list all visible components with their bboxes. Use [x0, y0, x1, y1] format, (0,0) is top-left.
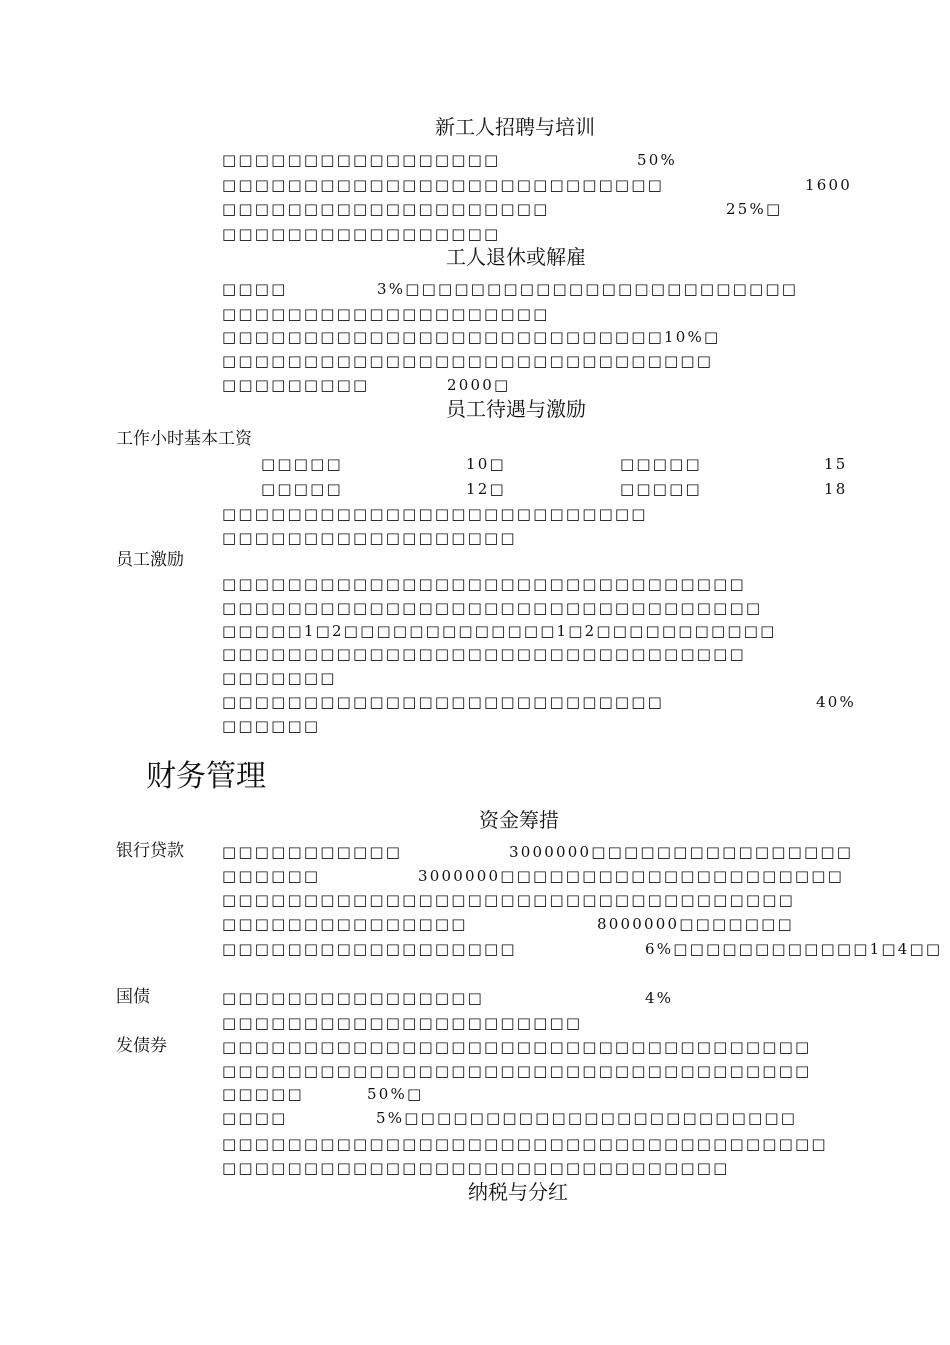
- issue-line-3-value: 50%□: [367, 1085, 424, 1103]
- section-title-tax-dividend: 纳税与分红: [468, 1180, 568, 1204]
- wage-row-1-col-1: □□□□□: [261, 455, 343, 473]
- retire-line-2: □□□□□□□□□□□□□□□□□□□□: [222, 305, 550, 323]
- retire-line-5-value: 2000□: [447, 376, 511, 394]
- chapter-heading-finance: 财务管理: [146, 759, 266, 794]
- retire-line-1-value: 3%□□□□□□□□□□□□□□□□□□□□□□□□: [377, 280, 799, 298]
- bank-line-5-value: 6%□□□□□□□□□□□□1□4□□: [645, 940, 943, 958]
- wage-row-1-col-2: 10□: [466, 455, 506, 473]
- section-title-recruit: 新工人招聘与培训: [435, 115, 595, 139]
- wage-row-2-col-3: □□□□□: [620, 480, 702, 498]
- recruit-line-2: □□□□□□□□□□□□□□□□□□□□□□□□□□□: [222, 176, 665, 194]
- bank-line-3: □□□□□□□□□□□□□□□□□□□□□□□□□□□□□□□□□□□: [222, 891, 796, 909]
- retire-line-5: □□□□□□□□□: [222, 376, 370, 394]
- retire-line-1: □□□□: [222, 280, 288, 298]
- section-title-benefits: 员工待遇与激励: [446, 397, 586, 421]
- wage-row-2-col-4: 18: [824, 480, 848, 498]
- incentive-line-6-value: 40%: [816, 693, 856, 711]
- retire-line-4: □□□□□□□□□□□□□□□□□□□□□□□□□□□□□□: [222, 352, 714, 370]
- wage-row-1-col-3: □□□□□: [620, 455, 702, 473]
- recruit-line-3: □□□□□□□□□□□□□□□□□□□□: [222, 200, 550, 218]
- label-incentive: 员工激励: [116, 550, 184, 570]
- bank-line-1: □□□□□□□□□□□: [222, 843, 403, 861]
- wage-row-1-col-4: 15: [824, 455, 848, 473]
- issue-line-6: □□□□□□□□□□□□□□□□□□□□□□□□□□□□□□□: [222, 1159, 730, 1177]
- recruit-line-2-value: 1600: [805, 176, 852, 194]
- bond-line-1-value: 4%: [645, 989, 674, 1007]
- wage-row-2-col-1: □□□□□: [261, 480, 343, 498]
- section-title-funding: 资金筹措: [479, 808, 559, 832]
- issue-line-2: □□□□□□□□□□□□□□□□□□□□□□□□□□□□□□□□□□□□: [222, 1062, 812, 1080]
- bank-line-2: □□□□□□: [222, 867, 321, 885]
- wage-row-2-col-2: 12□: [466, 480, 506, 498]
- bank-line-5: □□□□□□□□□□□□□□□□□□: [222, 940, 517, 958]
- bank-line-4-value: 8000000□□□□□□□: [597, 915, 794, 933]
- bond-line-1: □□□□□□□□□□□□□□□□: [222, 989, 484, 1007]
- label-hourly-wage: 工作小时基本工资: [116, 429, 252, 449]
- bank-line-1-value: 3000000□□□□□□□□□□□□□□□□: [509, 843, 854, 861]
- wage-note-1: □□□□□□□□□□□□□□□□□□□□□□□□□□: [222, 505, 648, 523]
- issue-line-3: □□□□□: [222, 1085, 304, 1103]
- incentive-line-1: □□□□□□□□□□□□□□□□□□□□□□□□□□□□□□□□: [222, 575, 746, 593]
- incentive-line-7: □□□□□□: [222, 717, 321, 735]
- incentive-line-5: □□□□□□□: [222, 669, 337, 687]
- issue-line-1: □□□□□□□□□□□□□□□□□□□□□□□□□□□□□□□□□□□□: [222, 1038, 812, 1056]
- label-bank-loan: 银行贷款: [116, 841, 184, 861]
- label-treasury-bond: 国债: [116, 987, 150, 1007]
- bond-line-2: □□□□□□□□□□□□□□□□□□□□□□: [222, 1014, 583, 1032]
- retire-line-3: □□□□□□□□□□□□□□□□□□□□□□□□□□□10%□: [222, 328, 721, 346]
- issue-line-4: □□□□: [222, 1109, 288, 1127]
- wage-note-2: □□□□□□□□□□□□□□□□□□: [222, 529, 517, 547]
- section-title-retire: 工人退休或解雇: [446, 245, 586, 269]
- bank-line-2-value: 3000000□□□□□□□□□□□□□□□□□□□□□: [418, 867, 845, 885]
- issue-line-5: □□□□□□□□□□□□□□□□□□□□□□□□□□□□□□□□□□□□□: [222, 1135, 828, 1153]
- recruit-line-1: □□□□□□□□□□□□□□□□□: [222, 151, 501, 169]
- recruit-line-1-value: 50%: [637, 151, 677, 169]
- label-issue-bonds: 发债券: [116, 1036, 167, 1056]
- incentive-line-2: □□□□□□□□□□□□□□□□□□□□□□□□□□□□□□□□□: [222, 599, 763, 617]
- bank-line-4: □□□□□□□□□□□□□□□: [222, 915, 468, 933]
- issue-line-4-value: 5%□□□□□□□□□□□□□□□□□□□□□□□□: [376, 1109, 798, 1127]
- incentive-line-4: □□□□□□□□□□□□□□□□□□□□□□□□□□□□□□□□: [222, 645, 746, 663]
- incentive-line-6: □□□□□□□□□□□□□□□□□□□□□□□□□□□: [222, 693, 665, 711]
- recruit-line-4: □□□□□□□□□□□□□□□□□: [222, 225, 501, 243]
- incentive-line-3: □□□□□1□2□□□□□□□□□□□□□1□2□□□□□□□□□□□: [222, 622, 777, 640]
- recruit-line-3-value: 25%□: [726, 200, 783, 218]
